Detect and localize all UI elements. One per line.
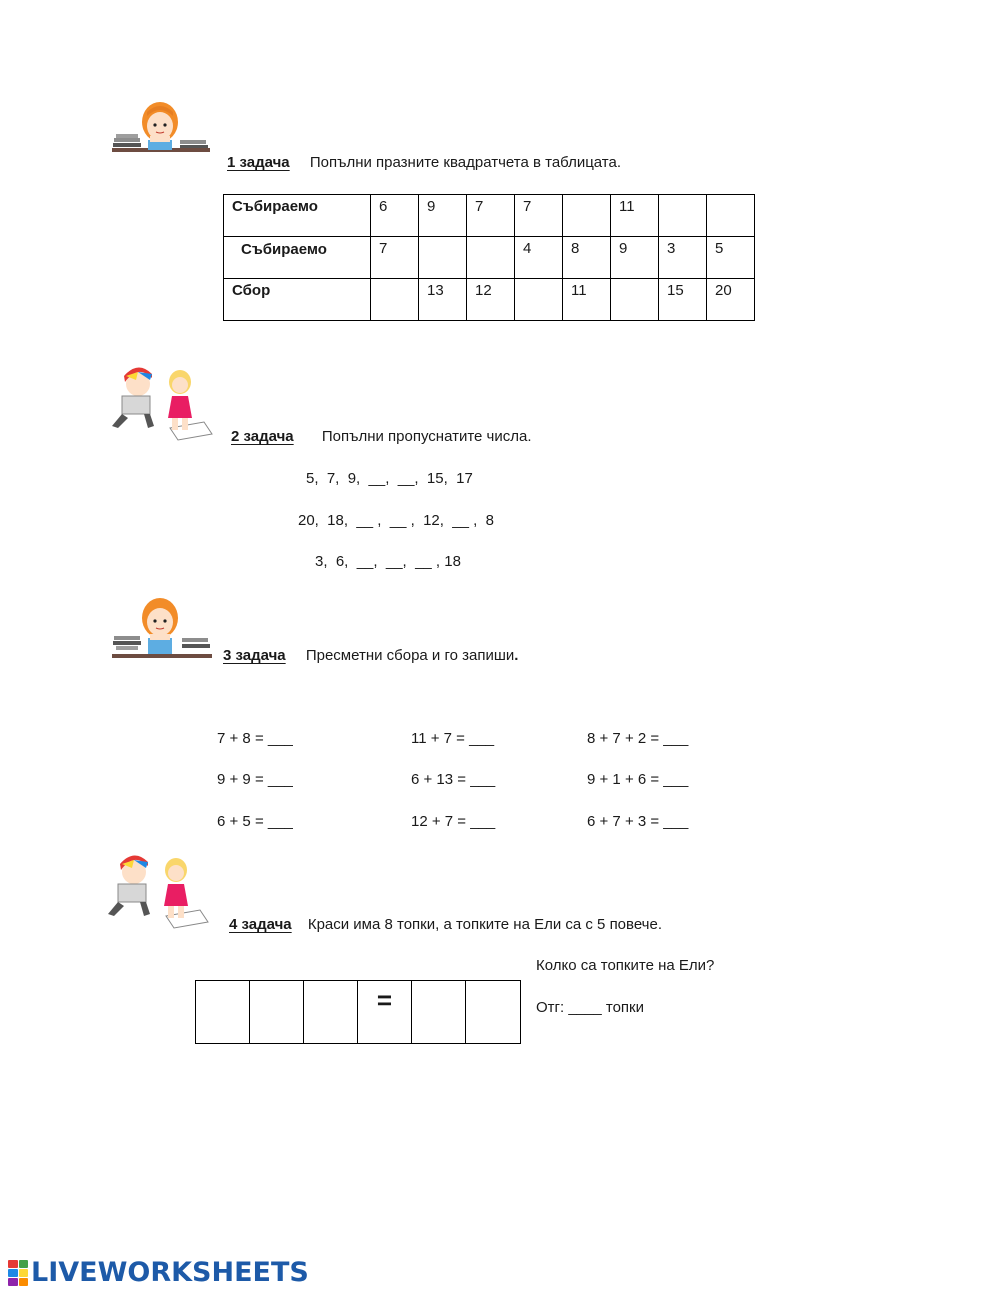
addition-table — [223, 194, 755, 321]
task3-heading — [223, 647, 518, 664]
table-cell: 9 — [611, 237, 659, 279]
answer-cell[interactable] — [611, 279, 659, 321]
answer-box[interactable] — [196, 981, 250, 1043]
equals-box: = — [358, 981, 412, 1043]
answer-input[interactable] — [715, 198, 746, 215]
task3-number: 3 задача — [223, 647, 286, 664]
task4-answer: Отг: ____ топки — [536, 999, 644, 1016]
task2-heading — [231, 428, 532, 445]
table-cell: 3 — [659, 237, 707, 279]
task3-instruction: Пресметни сбора и го запиши — [305, 647, 515, 664]
task4-heading — [229, 916, 662, 933]
task4-number: 4 задача — [229, 916, 292, 933]
equation: 9 + 9 = ___ — [217, 771, 293, 788]
liveworksheets-logo — [8, 1257, 309, 1288]
answer-input[interactable] — [427, 240, 458, 257]
table-cell: 7 — [515, 195, 563, 237]
table-cell: 12 — [467, 279, 515, 321]
table-cell: 7 — [371, 237, 419, 279]
answer-input[interactable] — [523, 282, 554, 299]
task1-heading — [227, 154, 621, 171]
answer-cell[interactable] — [515, 279, 563, 321]
table-cell: 9 — [419, 195, 467, 237]
answer-input[interactable] — [619, 282, 650, 299]
number-sequence: 20, 18, __ , __ , 12, __ , 8 — [298, 512, 494, 529]
row-label: Сбор — [224, 279, 371, 321]
answer-cell[interactable] — [707, 195, 755, 237]
kids-reading-illustration — [108, 362, 218, 444]
answer-box[interactable] — [412, 981, 466, 1043]
table-row — [224, 237, 755, 279]
answer-cell[interactable] — [659, 195, 707, 237]
kids-reading-illustration — [104, 850, 214, 932]
table-cell: 4 — [515, 237, 563, 279]
table-cell: 7 — [467, 195, 515, 237]
table-cell: 11 — [563, 279, 611, 321]
task1-number: 1 задача — [227, 154, 290, 171]
table-cell: 13 — [419, 279, 467, 321]
answer-input[interactable] — [475, 240, 506, 257]
answer-input[interactable] — [667, 198, 698, 215]
table-cell: 20 — [707, 279, 755, 321]
equation: 11 + 7 = ___ — [411, 730, 495, 747]
task4-problem: Краси има 8 топки, а топките на Ели са с 5 повече. — [307, 916, 662, 933]
table-cell: 6 — [371, 195, 419, 237]
row-label: Събираемо — [224, 195, 371, 237]
equation: 6 + 13 = ___ — [411, 771, 496, 788]
answer-cell[interactable] — [371, 279, 419, 321]
number-sequence: 5, 7, 9, __, __, 15, 17 — [306, 470, 473, 487]
task3-instruction-end: . — [514, 647, 519, 664]
equation: 6 + 5 = ___ — [217, 813, 293, 830]
equation: 9 + 1 + 6 = ___ — [587, 771, 689, 788]
answer-cell[interactable] — [563, 195, 611, 237]
table-cell: 11 — [611, 195, 659, 237]
answer-cell[interactable] — [419, 237, 467, 279]
answer-box[interactable] — [466, 981, 520, 1043]
table-row — [224, 279, 755, 321]
answer-input[interactable] — [379, 282, 410, 299]
number-sequence: 3, 6, __, __, __ , 18 — [315, 553, 461, 570]
answer-input[interactable] — [571, 198, 602, 215]
row-label: Събираемо — [224, 237, 371, 279]
equation-boxes — [195, 980, 521, 1044]
task2-number: 2 задача — [231, 428, 294, 445]
table-cell: 15 — [659, 279, 707, 321]
equation: 7 + 8 = ___ — [217, 730, 293, 747]
task1-instruction: Попълни празните квадратчета в таблицата. — [309, 154, 622, 171]
task2-instruction: Попълни пропуснатите числа. — [321, 428, 532, 445]
girl-reading-illustration — [110, 594, 214, 662]
table-cell: 5 — [707, 237, 755, 279]
table-cell: 8 — [563, 237, 611, 279]
equation: 12 + 7 = ___ — [411, 813, 496, 830]
logo-blocks-icon — [8, 1260, 28, 1286]
equation: 6 + 7 + 3 = ___ — [587, 813, 689, 830]
table-row — [224, 195, 755, 237]
girl-reading-illustration — [110, 100, 212, 168]
answer-cell[interactable] — [467, 237, 515, 279]
task4-question: Колко са топките на Ели? — [536, 957, 715, 974]
equation: 8 + 7 + 2 = ___ — [587, 730, 689, 747]
answer-box[interactable] — [304, 981, 358, 1043]
answer-box[interactable] — [250, 981, 304, 1043]
logo-text: LIVEWORKSHEETS — [31, 1257, 309, 1288]
